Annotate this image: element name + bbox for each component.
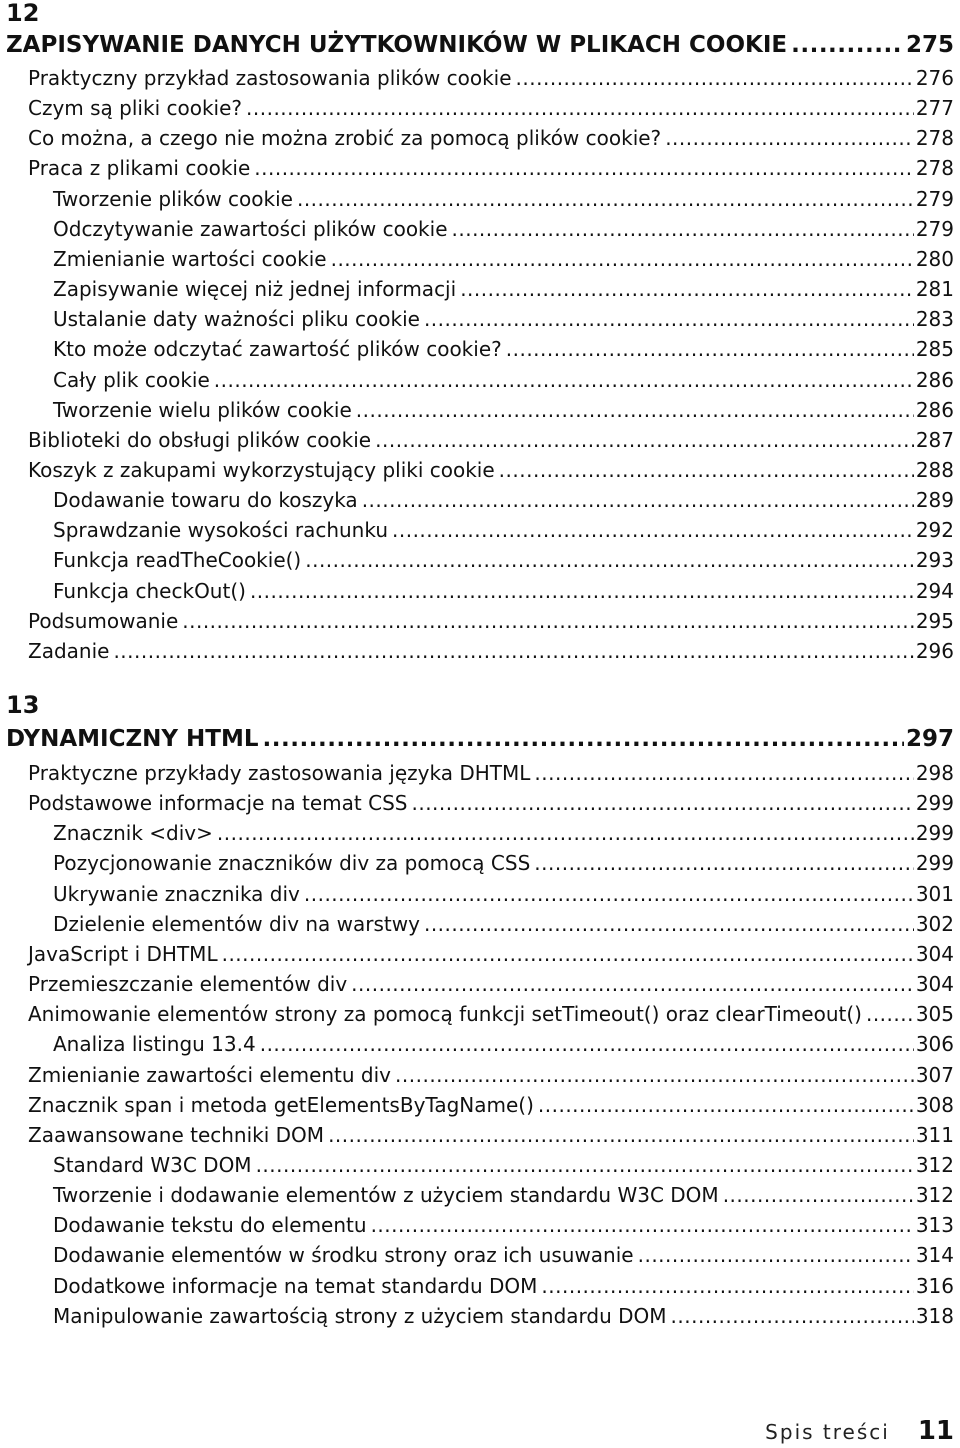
section-entry <box>28 1086 954 1116</box>
entry-title: JavaScript i DHTML <box>28 941 218 966</box>
dot-leader <box>351 973 914 995</box>
dot-leader <box>541 1275 913 1297</box>
entry-title: Przemieszczanie elementów div <box>28 972 348 997</box>
subsection-entry <box>53 1206 954 1236</box>
entry-page-number: 277 <box>915 96 954 121</box>
dot-leader <box>362 489 914 511</box>
chapter-title-row <box>6 722 954 752</box>
footer-page-number: 11 <box>917 1416 954 1446</box>
entry-page-number: 295 <box>915 608 954 633</box>
chapter-number: 13 <box>6 691 40 719</box>
section-entry <box>28 754 954 784</box>
entry-page-number: 279 <box>915 216 954 241</box>
entry-title: Zmienianie wartości cookie <box>53 246 327 271</box>
entry-page-number: 301 <box>915 881 954 906</box>
entry-page-number: 307 <box>915 1062 954 1087</box>
entry-page-number: 314 <box>915 1243 954 1268</box>
section-entry <box>28 935 954 965</box>
entry-page-number: 316 <box>915 1273 954 1298</box>
entry-title: Dodawanie elementów w środku strony oraz ich usuwanie <box>53 1243 634 1268</box>
entry-page-number: 286 <box>915 367 954 392</box>
dot-leader <box>538 1094 914 1116</box>
dot-leader <box>499 459 914 481</box>
entry-title: Ustalanie daty ważności pliku cookie <box>53 307 420 332</box>
dot-leader <box>392 519 914 541</box>
entry-page-number: 299 <box>915 791 954 816</box>
entry-title: Zaawansowane techniki DOM <box>28 1122 325 1147</box>
entry-title: ZAPISYWANIE DANYCH UŻYTKOWNIKÓW W PLIKACH COOKIE <box>6 32 788 58</box>
section-entry <box>28 149 954 179</box>
subsection-entry <box>53 511 954 541</box>
dot-leader <box>305 549 914 571</box>
entry-title: Funkcja checkOut() <box>53 578 246 603</box>
dot-leader <box>534 762 913 784</box>
chapter-number: 12 <box>6 0 40 27</box>
section-entry <box>28 602 954 632</box>
subsection-entry <box>53 330 954 360</box>
subsection-entry <box>53 1236 954 1266</box>
dot-leader <box>371 1214 914 1236</box>
entry-title: Biblioteki do obsługi plików cookie <box>28 427 372 452</box>
dot-leader <box>424 913 914 935</box>
entry-title: Dzielenie elementów div na warstwy <box>53 911 420 936</box>
dot-leader <box>671 1305 914 1327</box>
subsection-entry <box>53 270 954 300</box>
entry-page-number: 294 <box>915 578 954 603</box>
entry-page-number: 293 <box>915 548 954 573</box>
section-entry <box>28 421 954 451</box>
dot-leader <box>214 369 914 391</box>
entry-page-number: 296 <box>915 638 954 663</box>
chapter-title-row <box>6 28 954 58</box>
subsection-entry <box>53 1267 954 1297</box>
entry-title: Znacznik span i metoda getElementsByTagName() <box>28 1092 534 1117</box>
entry-page-number: 278 <box>915 126 954 151</box>
dot-leader <box>256 1154 914 1176</box>
entry-page-number: 286 <box>915 397 954 422</box>
dot-leader <box>452 218 914 240</box>
subsection-entry <box>53 905 954 935</box>
entry-title: Zapisywanie więcej niż jednej informacji <box>53 277 457 302</box>
entry-title: Dodawanie towaru do koszyka <box>53 488 358 513</box>
entry-title: Pozycjonowanie znaczników div za pomocą CSS <box>53 851 531 876</box>
entry-title: Podstawowe informacje na temat CSS <box>28 791 408 816</box>
entry-page-number: 299 <box>915 851 954 876</box>
dot-leader <box>254 157 914 179</box>
entry-title: Ukrywanie znacznika div <box>53 881 300 906</box>
entry-page-number: 297 <box>905 726 954 752</box>
footer-section-title: Spis treści <box>765 1420 890 1444</box>
entry-title: Podsumowanie <box>28 608 179 633</box>
dot-leader <box>250 580 914 602</box>
dot-leader <box>375 429 914 451</box>
section-entry <box>28 965 954 995</box>
subsection-entry <box>53 300 954 330</box>
subsection-entry <box>53 361 954 391</box>
entry-title: Analiza listingu 13.4 <box>53 1032 256 1057</box>
dot-leader <box>395 1064 914 1086</box>
entry-title: Znacznik <div> <box>53 821 213 846</box>
subsection-entry <box>53 180 954 210</box>
entry-title: Tworzenie i dodawanie elementów z użyciem standardu W3C DOM <box>53 1183 719 1208</box>
subsection-entry <box>53 875 954 905</box>
entry-page-number: 313 <box>915 1213 954 1238</box>
section-entry <box>28 89 954 119</box>
subsection-entry <box>53 1176 954 1206</box>
entry-page-number: 312 <box>915 1152 954 1177</box>
dot-leader <box>411 792 913 814</box>
entry-page-number: 292 <box>915 518 954 543</box>
subsection-entry <box>53 391 954 421</box>
entry-page-number: 305 <box>915 1002 954 1027</box>
entry-title: Zadanie <box>28 638 110 663</box>
section-entry <box>28 632 954 662</box>
entry-page-number: 278 <box>915 156 954 181</box>
entry-title: Tworzenie plików cookie <box>53 186 293 211</box>
entry-page-number: 306 <box>915 1032 954 1057</box>
entry-page-number: 287 <box>915 427 954 452</box>
entry-title: Dodatkowe informacje na temat standardu DOM <box>53 1273 538 1298</box>
entry-page-number: 298 <box>915 761 954 785</box>
subsection-entry <box>53 572 954 602</box>
dot-leader <box>356 399 914 421</box>
dot-leader <box>217 822 914 844</box>
section-entry <box>28 995 954 1025</box>
dot-leader <box>424 308 914 330</box>
dot-leader <box>460 278 914 300</box>
entry-title: Kto może odczytać zawartość plików cookie? <box>53 337 502 362</box>
dot-leader <box>182 610 914 632</box>
subsection-entry <box>53 1025 954 1055</box>
entry-page-number: 280 <box>915 246 954 271</box>
entry-page-number: 281 <box>915 277 954 302</box>
entry-title: Praktyczne przykłady zastosowania języka DHTML <box>28 761 531 785</box>
dot-leader <box>246 97 914 119</box>
entry-page-number: 318 <box>915 1303 954 1328</box>
entry-page-number: 312 <box>915 1183 954 1208</box>
entry-title: Zmienianie zawartości elementu div <box>28 1062 392 1087</box>
dot-leader <box>723 1184 914 1206</box>
entry-title: Co można, a czego nie można zrobić za pomocą plików cookie? <box>28 126 662 151</box>
entry-title: DYNAMICZNY HTML <box>6 726 259 752</box>
entry-page-number: 299 <box>915 821 954 846</box>
entry-title: Sprawdzanie wysokości rachunku <box>53 518 388 543</box>
dot-leader <box>113 640 913 662</box>
entry-title: Dodawanie tekstu do elementu <box>53 1213 367 1238</box>
entry-title: Standard W3C DOM <box>53 1152 252 1177</box>
entry-page-number: 304 <box>915 972 954 997</box>
entry-page-number: 288 <box>915 457 954 482</box>
entry-title: Koszyk z zakupami wykorzystujący pliki cookie <box>28 457 495 482</box>
dot-leader <box>331 248 914 270</box>
dot-leader <box>665 127 914 149</box>
dot-leader <box>304 883 914 905</box>
entry-title: Odczytywanie zawartości plików cookie <box>53 216 448 241</box>
entry-page-number: 308 <box>915 1092 954 1117</box>
entry-title: Cały plik cookie <box>53 367 210 392</box>
dot-leader <box>222 943 914 965</box>
subsection-entry <box>53 844 954 874</box>
entry-title: Tworzenie wielu plików cookie <box>53 397 352 422</box>
entry-page-number: 289 <box>915 488 954 513</box>
subsection-entry <box>53 1297 954 1327</box>
entry-page-number: 304 <box>915 941 954 966</box>
dot-leader <box>638 1244 914 1266</box>
section-entry <box>28 59 954 89</box>
entry-page-number: 311 <box>915 1122 954 1147</box>
entry-title: Czym są pliki cookie? <box>28 96 243 121</box>
dot-leader <box>263 727 904 752</box>
entry-title: Funkcja readTheCookie() <box>53 548 302 573</box>
entry-page-number: 302 <box>915 911 954 936</box>
entry-page-number: 279 <box>915 186 954 211</box>
dot-leader <box>791 33 904 58</box>
section-entry <box>28 451 954 481</box>
dot-leader <box>516 67 914 89</box>
entry-page-number: 283 <box>915 307 954 332</box>
dot-leader <box>866 1003 914 1025</box>
subsection-entry <box>53 481 954 511</box>
dot-leader <box>506 338 914 360</box>
dot-leader <box>297 188 914 210</box>
dot-leader <box>260 1033 914 1055</box>
entry-title: Praktyczny przykład zastosowania plików cookie <box>28 66 512 90</box>
entry-page-number: 275 <box>905 32 954 58</box>
entry-title: Animowanie elementów strony za pomocą funkcji setTimeout() oraz clearTimeout() <box>28 1002 862 1027</box>
section-entry <box>28 119 954 149</box>
subsection-entry <box>53 240 954 270</box>
section-entry <box>28 784 954 814</box>
dot-leader <box>534 852 914 874</box>
subsection-entry <box>53 541 954 571</box>
entry-page-number: 276 <box>915 66 954 90</box>
subsection-entry <box>53 814 954 844</box>
entry-title: Manipulowanie zawartością strony z użyciem standardu DOM <box>53 1303 667 1328</box>
subsection-entry <box>53 1146 954 1176</box>
page-footer <box>765 1416 954 1448</box>
subsection-entry <box>53 210 954 240</box>
entry-title: Praca z plikami cookie <box>28 156 251 181</box>
dot-leader <box>328 1124 914 1146</box>
section-entry <box>28 1056 954 1086</box>
entry-page-number: 285 <box>915 337 954 362</box>
section-entry <box>28 1116 954 1146</box>
